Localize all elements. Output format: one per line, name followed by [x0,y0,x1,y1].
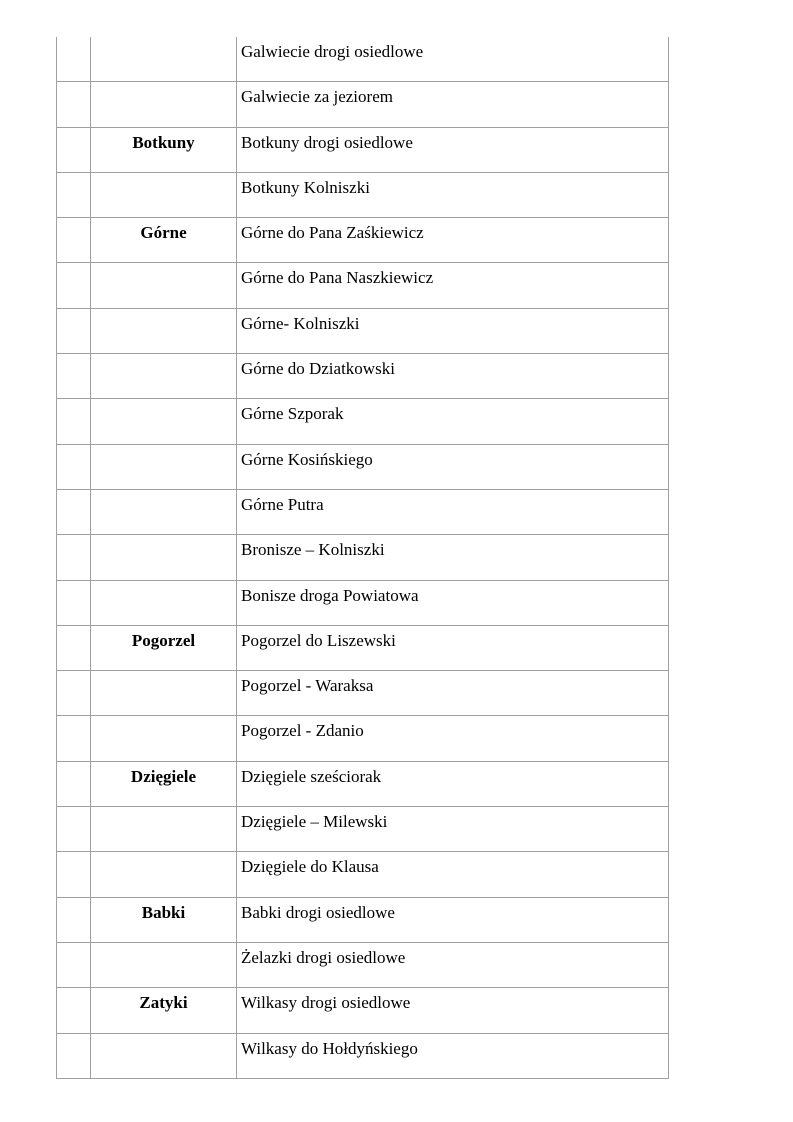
row-number-cell [57,489,91,534]
village-cell [91,263,237,308]
village-cell [91,399,237,444]
village-cell: Zatyki [91,988,237,1033]
road-name-cell: Wilkasy do Hołdyńskiego [237,1033,669,1078]
row-number-cell [57,354,91,399]
table-row [57,444,669,489]
road-name-cell: Babki drogi osiedlowe [237,897,669,942]
table-row [57,127,669,172]
road-name-cell: Górne do Pana Zaśkiewicz [237,218,669,263]
table-row [57,218,669,263]
table-row [57,82,669,127]
village-cell [91,807,237,852]
table-row [57,354,669,399]
table-row [57,942,669,987]
village-cell [91,942,237,987]
table-row [57,399,669,444]
village-cell: Botkuny [91,127,237,172]
row-number-cell [57,807,91,852]
village-cell [91,580,237,625]
row-number-cell [57,852,91,897]
roads-table [56,37,669,1079]
table-row [57,172,669,217]
row-number-cell [57,127,91,172]
roads-table-container [56,37,663,1079]
row-number-cell [57,399,91,444]
village-cell [91,172,237,217]
table-row [57,852,669,897]
village-cell: Dzięgiele [91,761,237,806]
table-row [57,761,669,806]
road-name-cell: Wilkasy drogi osiedlowe [237,988,669,1033]
row-number-cell [57,988,91,1033]
road-name-cell: Pogorzel do Liszewski [237,625,669,670]
row-number-cell [57,761,91,806]
village-cell [91,37,237,82]
table-row [57,263,669,308]
road-name-cell: Botkuny drogi osiedlowe [237,127,669,172]
table-row [57,489,669,534]
road-name-cell: Bonisze droga Powiatowa [237,580,669,625]
roads-table-body [57,37,669,1078]
village-cell: Pogorzel [91,625,237,670]
table-row [57,625,669,670]
table-row [57,807,669,852]
row-number-cell [57,625,91,670]
row-number-cell [57,671,91,716]
row-number-cell [57,580,91,625]
village-cell [91,308,237,353]
road-name-cell: Górne Putra [237,489,669,534]
table-row [57,37,669,82]
road-name-cell: Dzięgiele sześciorak [237,761,669,806]
village-cell: Górne [91,218,237,263]
road-name-cell: Pogorzel - Waraksa [237,671,669,716]
table-row [57,1033,669,1078]
row-number-cell [57,444,91,489]
village-cell [91,716,237,761]
road-name-cell: Bronisze – Kolniszki [237,535,669,580]
village-cell [91,444,237,489]
village-cell [91,852,237,897]
row-number-cell [57,37,91,82]
table-row [57,671,669,716]
village-cell [91,671,237,716]
table-row [57,535,669,580]
table-row [57,308,669,353]
row-number-cell [57,172,91,217]
road-name-cell: Górne- Kolniszki [237,308,669,353]
row-number-cell [57,535,91,580]
row-number-cell [57,263,91,308]
road-name-cell: Górne do Dziatkowski [237,354,669,399]
row-number-cell [57,308,91,353]
village-cell [91,354,237,399]
road-name-cell: Dzięgiele do Klausa [237,852,669,897]
village-cell: Babki [91,897,237,942]
row-number-cell [57,942,91,987]
road-name-cell: Pogorzel - Zdanio [237,716,669,761]
row-number-cell [57,716,91,761]
row-number-cell [57,218,91,263]
village-cell [91,1033,237,1078]
road-name-cell: Dzięgiele – Milewski [237,807,669,852]
road-name-cell: Galwiecie drogi osiedlowe [237,37,669,82]
row-number-cell [57,897,91,942]
village-cell [91,82,237,127]
table-row [57,580,669,625]
road-name-cell: Żelazki drogi osiedlowe [237,942,669,987]
road-name-cell: Górne Kosińskiego [237,444,669,489]
table-row [57,988,669,1033]
village-cell [91,489,237,534]
row-number-cell [57,82,91,127]
road-name-cell: Botkuny Kolniszki [237,172,669,217]
table-row [57,716,669,761]
table-row [57,897,669,942]
village-cell [91,535,237,580]
road-name-cell: Górne Szporak [237,399,669,444]
road-name-cell: Górne do Pana Naszkiewicz [237,263,669,308]
road-name-cell: Galwiecie za jeziorem [237,82,669,127]
row-number-cell [57,1033,91,1078]
